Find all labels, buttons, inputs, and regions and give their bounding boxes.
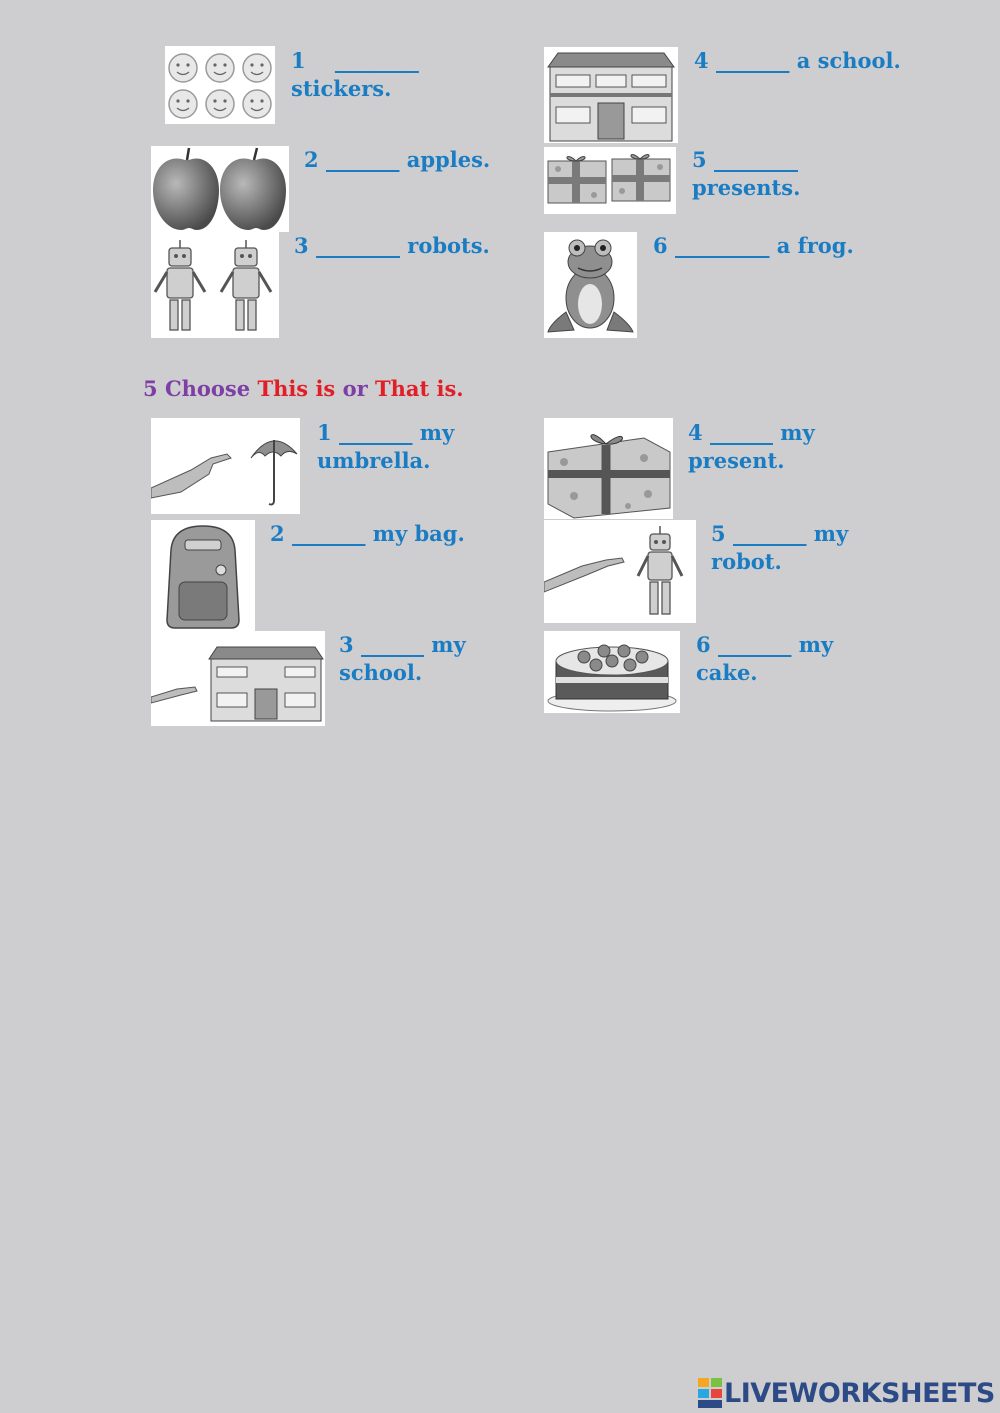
presents-image <box>544 147 676 214</box>
answer-blank[interactable]: _______ <box>338 420 413 445</box>
robot-far-image <box>544 520 696 623</box>
answer-blank[interactable]: ______ <box>360 632 424 657</box>
frog-image <box>544 232 637 338</box>
liveworksheets-logo <box>698 1375 995 1411</box>
ex5-item-4: 4 ______ my present. <box>688 420 815 473</box>
ex4-item-3: 3 ________ robots. <box>294 233 490 258</box>
liveworksheets-logo-mark <box>698 1378 722 1408</box>
umbrella-image <box>151 418 300 514</box>
logo-text: LIVEWORKSHEETS <box>724 1377 995 1409</box>
answer-blank[interactable]: _______ <box>291 521 366 546</box>
apples-image <box>151 146 289 232</box>
answer-blank[interactable]: ______ <box>709 420 773 445</box>
answer-blank[interactable]: _________ <box>674 233 770 258</box>
ex5-item-1: 1 _______ my umbrella. <box>317 420 455 473</box>
bag-image <box>151 520 255 631</box>
present-image <box>544 418 673 519</box>
ex5-item-2: 2 _______ my bag. <box>270 521 465 546</box>
school-far-image <box>151 631 325 726</box>
answer-blank[interactable]: _______ <box>715 48 790 73</box>
cake-image <box>544 631 680 713</box>
stickers-image <box>165 46 275 124</box>
answer-blank[interactable]: ________ <box>334 48 419 73</box>
ex4-item-1: 1 ________ stickers. <box>291 48 419 101</box>
ex5-item-6: 6 _______ my cake. <box>696 632 834 685</box>
ex4-item-5: 5 ________ presents. <box>692 147 801 200</box>
ex5-item-3: 3 ______ my school. <box>339 632 466 685</box>
ex4-item-4: 4 _______ a school. <box>694 48 901 73</box>
ex4-item-6: 6 _________ a frog. <box>653 233 854 258</box>
exercise-5-heading: 5 Choose This is or That is. <box>143 376 464 401</box>
answer-blank[interactable]: _______ <box>325 147 400 172</box>
ex5-item-5: 5 _______ my robot. <box>711 521 849 574</box>
answer-blank[interactable]: _______ <box>732 521 807 546</box>
answer-blank[interactable]: ________ <box>713 147 798 172</box>
school-image <box>544 47 678 143</box>
answer-blank[interactable]: _______ <box>717 632 792 657</box>
answer-blank[interactable]: ________ <box>315 233 400 258</box>
ex4-item-2: 2 _______ apples. <box>304 147 491 172</box>
robots-image <box>151 232 279 338</box>
